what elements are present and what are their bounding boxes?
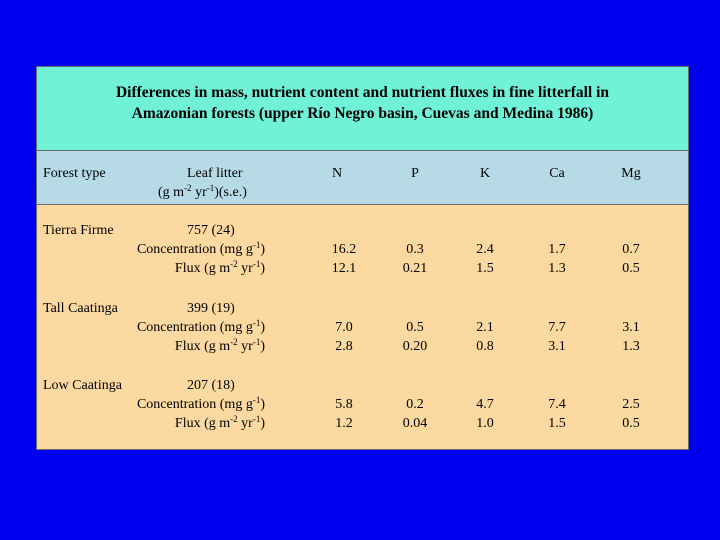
value-k-flux: 0.8 bbox=[476, 339, 494, 354]
value-ca-flux: 3.1 bbox=[548, 339, 566, 354]
litter-mass: 207 (18) bbox=[187, 378, 235, 393]
flux-label: Flux (g $m^{-2}$ $yr^{-1}$) bbox=[174, 414, 265, 431]
value-mg-flux: 1.3 bbox=[622, 339, 640, 354]
header-leaf-litter-unit: (g $m^{-2}$ $yr^{-1})(s.e.)$ bbox=[158, 183, 247, 200]
header-col-k: K bbox=[479, 166, 491, 181]
header-forest-type: Forest type bbox=[43, 166, 106, 181]
value-n-flux: 1.2 bbox=[335, 416, 353, 431]
value-mg-conc: 2.5 bbox=[622, 397, 640, 412]
forest-name: Tierra Firme bbox=[43, 223, 114, 238]
flux-label: Flux (g $m^{-2}$ $yr^{-1}$) bbox=[174, 259, 265, 276]
value-ca-conc: 1.7 bbox=[548, 242, 566, 257]
value-mg-flux: 0.5 bbox=[622, 261, 640, 276]
value-mg-flux: 0.5 bbox=[622, 416, 640, 431]
title-line-2: Amazonian forests (upper Río Negro basin, Cuevas and Medina 1986) bbox=[131, 105, 594, 122]
forest-name: Tall Caatinga bbox=[43, 301, 118, 316]
value-n-flux: 2.8 bbox=[335, 339, 353, 354]
header-col-n: N bbox=[331, 166, 343, 181]
table-panel bbox=[36, 66, 689, 450]
value-p-conc: 0.2 bbox=[406, 397, 424, 412]
concentration-label: Concentration (mg $g^{-1}$) bbox=[136, 395, 265, 412]
value-ca-conc: 7.4 bbox=[548, 397, 566, 412]
value-ca-flux: 1.3 bbox=[548, 261, 566, 276]
header-row bbox=[37, 151, 688, 205]
value-n-conc: 5.8 bbox=[335, 397, 353, 412]
value-p-conc: 0.5 bbox=[406, 320, 424, 335]
value-k-conc: 2.1 bbox=[476, 320, 494, 335]
value-k-flux: 1.5 bbox=[476, 261, 494, 276]
forest-name: Low Caatinga bbox=[43, 378, 122, 393]
concentration-label: Concentration (mg $g^{-1}$) bbox=[136, 318, 265, 335]
header-leaf-litter: Leaf litter bbox=[187, 166, 243, 181]
value-n-conc: 7.0 bbox=[335, 320, 353, 335]
flux-label: Flux (g $m^{-2}$ $yr^{-1}$) bbox=[174, 337, 265, 354]
value-k-conc: 4.7 bbox=[476, 397, 494, 412]
value-ca-flux: 1.5 bbox=[548, 416, 566, 431]
table-title bbox=[37, 67, 688, 151]
value-mg-conc: 3.1 bbox=[622, 320, 640, 335]
value-k-conc: 2.4 bbox=[476, 242, 494, 257]
value-p-flux: 0.21 bbox=[402, 261, 428, 276]
header-col-ca: Ca bbox=[549, 166, 565, 181]
litter-mass: 757 (24) bbox=[187, 223, 235, 238]
value-k-flux: 1.0 bbox=[476, 416, 494, 431]
litter-mass: 399 (19) bbox=[187, 301, 235, 316]
header-col-mg: Mg bbox=[621, 166, 641, 181]
value-p-flux: 0.04 bbox=[402, 416, 428, 431]
value-mg-conc: 0.7 bbox=[622, 242, 640, 257]
value-p-conc: 0.3 bbox=[406, 242, 424, 257]
value-ca-conc: 7.7 bbox=[548, 320, 566, 335]
value-n-flux: 12.1 bbox=[331, 261, 357, 276]
concentration-label: Concentration (mg $g^{-1}$) bbox=[136, 240, 265, 257]
value-p-flux: 0.20 bbox=[402, 339, 428, 354]
header-col-p: P bbox=[411, 166, 419, 181]
title-line-1: Differences in mass, nutrient content and nutrient fluxes in fine litterfall in bbox=[115, 84, 610, 101]
value-n-conc: 16.2 bbox=[331, 242, 357, 257]
